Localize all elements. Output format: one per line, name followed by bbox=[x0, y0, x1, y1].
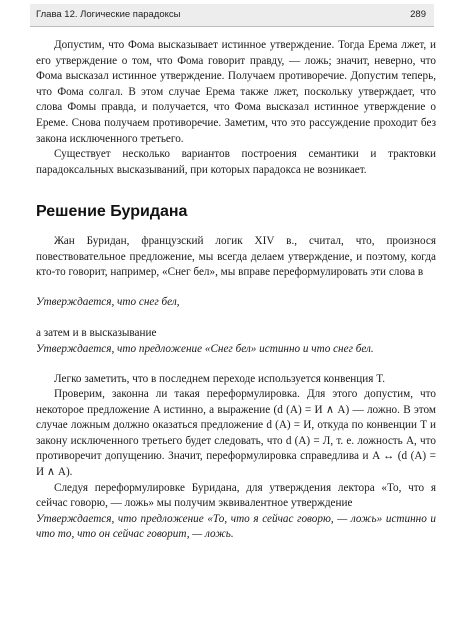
paragraph-then-statement: а затем и в высказывание bbox=[36, 327, 157, 340]
quote-snow-white: Утверждается, что снег бел, bbox=[36, 295, 180, 308]
paragraph-lecturer: Следуя переформулировке Буридана, для утверждения лектора «То, что я сейчас говорю, — ложь» мы получим эквивалентное утверждение bbox=[36, 481, 436, 510]
paragraph-variants: Существует несколько вариантов построения семантики и трактовки парадоксальных высказываний, при которых парадокса не возникает. bbox=[36, 148, 436, 176]
page-number: 289 bbox=[410, 9, 426, 20]
paragraph-foma-contradiction: Допустим, что Фома высказывает истинное утверждение. Тогда Ерема лжет, и его утверждение о том, что Фома говорит правду, — ложь; значит, неверно, что Фома высказал истинное утверждение. Получаем противоречие. Допустим теперь, что Фома солгал. В этом случае Ерема также лжет, поскольку утверждает, что слова Фомы правда, и получается, что Фома высказал истинное утверждение о Ереме. Снова получаем противоречие. Заметим, что это рассуждение проходит без закона исключенного третьего. bbox=[36, 39, 436, 145]
paragraph-buridan-intro: Жан Буридан, французский логик XIV в., считал, что, произнося повествовательное предложение, мы всегда делаем утверждение, и поэтому, когда кто-то говорит, например, «Снег бел», мы вправе переформулировать эти слова в bbox=[36, 234, 436, 279]
page-body bbox=[36, 38, 436, 543]
section-heading: Решение Буридана bbox=[36, 203, 188, 221]
quote-lecturer: Утверждается, что предложение «То, что я сейчас говорю, — ложь» истинно и что то, что он сейчас говорит, — ложь. bbox=[36, 512, 436, 541]
running-header bbox=[30, 4, 434, 27]
paragraph-convention-t: Легко заметить, что в последнем переходе используется конвенция T. bbox=[54, 372, 385, 385]
chapter-title: Глава 12. Логические парадоксы bbox=[36, 9, 181, 20]
paragraph-check-reformulation: Проверим, законна ли такая переформулировка. Для этого допустим, что некоторое предложение A истинно, а выражение (d (A) = И ∧ A) — ложно. В этом случае ложным должно оказаться предложение d (A) = И, откуда по конвенции T и закону исключенного третьего будет следовать, что d (A) = Л, т. е. ложность A, что противоречит допущению. Значит, переформулировка справедлива и A ↔ (d (A) = И ∧ A). bbox=[36, 388, 436, 479]
quote-snow-true: Утверждается, что предложение «Снег бел» истинно и что снег бел. bbox=[36, 342, 374, 355]
